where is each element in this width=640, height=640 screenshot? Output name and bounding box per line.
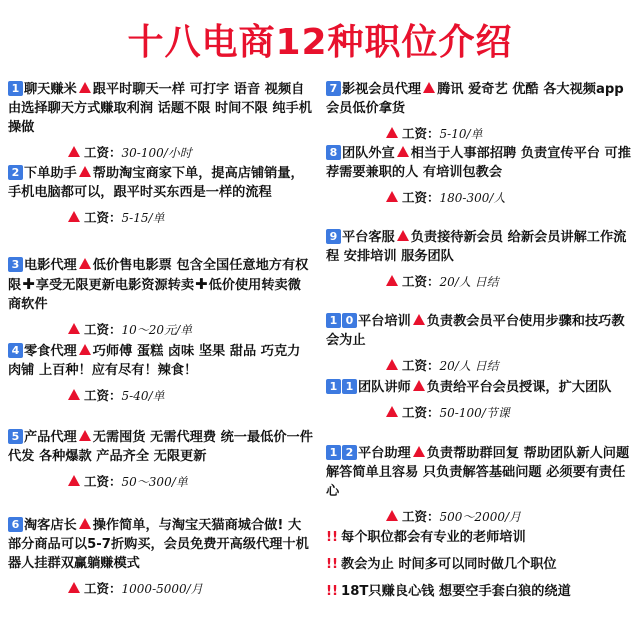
job-detail: 相当于人事部招聘 负责宣传平台 可推荐需要兼职的人 有培训包教会 xyxy=(326,146,631,180)
job-detail: 负责给平台会员授课，扩大团队 xyxy=(426,380,612,395)
number-badge xyxy=(8,344,24,359)
wage-colon: ： xyxy=(427,509,440,524)
red-triangle-icon xyxy=(79,430,91,441)
job-item xyxy=(8,80,313,161)
number-digit: 1 xyxy=(326,313,341,328)
red-triangle-icon xyxy=(68,323,80,334)
job-detail: 负责接待新会员 给新会员讲解工作流程 安排培训 服务团队 xyxy=(326,230,627,264)
wage-value: 30-100/小时 xyxy=(121,146,192,160)
job-description xyxy=(326,312,634,350)
number-badge xyxy=(326,82,342,97)
job-detail: 无需囤货 无需代理费 统一最低价一件代发 各种爆款 产品齐全 无限更新 xyxy=(8,430,313,464)
wage-label: 工资 xyxy=(402,190,428,205)
note-text: 教会为止 时间多可以同时做几个职位 xyxy=(341,557,557,572)
wage-label: 工资 xyxy=(84,474,110,489)
wage-value: 50～300/单 xyxy=(121,475,188,489)
wage-value: 5-40/单 xyxy=(121,389,165,403)
wage-label: 工资 xyxy=(84,322,110,337)
red-triangle-icon xyxy=(397,146,409,157)
number-badge xyxy=(8,430,24,445)
job-item xyxy=(326,444,634,525)
red-triangle-icon xyxy=(397,230,409,241)
wage-line xyxy=(326,272,634,290)
wage-label: 工资 xyxy=(84,388,110,403)
job-name: 淘客店长 xyxy=(24,518,77,533)
job-description xyxy=(326,444,634,501)
red-triangle-icon xyxy=(386,406,398,417)
number-digit: 9 xyxy=(326,229,341,244)
wage-value: 5-15/单 xyxy=(121,211,165,225)
red-triangle-icon xyxy=(386,510,398,521)
number-digit: 6 xyxy=(8,517,23,532)
wage-line xyxy=(326,124,634,142)
red-triangle-icon xyxy=(79,82,91,93)
number-badge xyxy=(326,314,358,329)
job-detail: 操作简单，与淘宝天猫商城合做! 大部分商品可以5-7折购买，会员免费开高级代理十机器人挂群双赢躺赚模式 xyxy=(8,518,309,571)
wage-colon: ： xyxy=(109,322,122,337)
job-item xyxy=(326,312,634,374)
wage-label: 工资 xyxy=(402,358,428,373)
wage-line xyxy=(326,403,634,421)
job-item xyxy=(8,164,313,226)
red-triangle-icon xyxy=(386,359,398,370)
job-detail: 帮助淘宝商家下单，提高店铺销量，手机电脑都可以，跟平时买东西是一样的流程 xyxy=(8,166,304,200)
red-triangle-icon xyxy=(79,258,91,269)
number-badge xyxy=(8,166,24,181)
job-description xyxy=(326,144,634,182)
number-digit: 1 xyxy=(342,379,357,394)
wage-label: 工资 xyxy=(402,126,428,141)
number-digit: 1 xyxy=(326,379,341,394)
wage-value: 500～2000/月 xyxy=(439,510,522,524)
wage-colon: ： xyxy=(109,388,122,403)
wage-value: 180-300/人 xyxy=(439,191,506,205)
number-badge xyxy=(326,446,358,461)
job-name: 零食代理 xyxy=(24,344,77,359)
job-name: 电影代理 xyxy=(24,258,77,273)
wage-line xyxy=(8,386,313,404)
job-description xyxy=(8,428,313,466)
red-triangle-icon xyxy=(68,582,80,593)
wage-colon: ： xyxy=(109,581,122,596)
wage-value: 20/人 日结 xyxy=(439,275,499,289)
job-item xyxy=(326,378,634,421)
number-digit: 8 xyxy=(326,145,341,160)
wage-label: 工资 xyxy=(402,405,428,420)
job-name: 影视会员代理 xyxy=(342,82,422,97)
wage-label: 工资 xyxy=(402,274,428,289)
red-triangle-icon xyxy=(423,82,435,93)
wage-value: 5-10/单 xyxy=(439,127,483,141)
number-badge xyxy=(326,230,342,245)
wage-label: 工资 xyxy=(402,509,428,524)
wage-label: 工资 xyxy=(84,210,110,225)
wage-value: 1000-5000/月 xyxy=(121,582,203,596)
wage-colon: ： xyxy=(427,358,440,373)
job-detail: 享受无限更新电影资源转卖 xyxy=(35,278,195,293)
red-triangle-icon xyxy=(68,475,80,486)
red-triangle-icon xyxy=(68,211,80,222)
job-detail: 腾讯 爱奇艺 优酷 各大视频app会员低价拿货 xyxy=(326,82,624,116)
page-title: 十八电商12种职位介绍 xyxy=(127,22,513,63)
number-badge xyxy=(326,146,342,161)
number-digit: 1 xyxy=(8,81,23,96)
job-item xyxy=(326,228,634,290)
plus-icon: ✚ xyxy=(22,275,35,293)
number-badge xyxy=(8,518,24,533)
red-triangle-icon xyxy=(413,380,425,391)
red-triangle-icon xyxy=(386,191,398,202)
job-description xyxy=(8,516,313,573)
job-name: 平台培训 xyxy=(358,314,411,329)
note-text: 每个职位都会有专业的老师培训 xyxy=(341,530,526,545)
job-item xyxy=(8,342,313,404)
job-item xyxy=(326,144,634,206)
wage-line xyxy=(8,472,313,490)
number-digit: 4 xyxy=(8,343,23,358)
double-exclamation-icon: !! xyxy=(326,557,339,572)
wage-colon: ： xyxy=(427,126,440,141)
job-name: 平台助理 xyxy=(358,446,411,461)
red-triangle-icon xyxy=(79,166,91,177)
plus-icon: ✚ xyxy=(195,275,208,293)
wage-line xyxy=(326,356,634,374)
job-item xyxy=(8,516,313,597)
job-detail: 低价售电影票 包含全国任意地方有权限 xyxy=(8,258,309,293)
number-digit: 1 xyxy=(326,445,341,460)
number-badge xyxy=(8,258,24,273)
red-triangle-icon xyxy=(413,314,425,325)
note-text: 18T只赚良心钱 想要空手套白狼的绕道 xyxy=(341,584,571,599)
number-badge xyxy=(8,82,24,97)
job-description xyxy=(8,256,313,314)
double-exclamation-icon: !! xyxy=(326,530,339,545)
job-name: 产品代理 xyxy=(24,430,77,445)
red-triangle-icon xyxy=(79,518,91,529)
job-description xyxy=(8,342,313,380)
job-description xyxy=(8,80,313,137)
wage-label: 工资 xyxy=(84,145,110,160)
job-item xyxy=(8,428,313,490)
wage-colon: ： xyxy=(109,474,122,489)
note-line xyxy=(326,526,634,545)
wage-value: 10～20元/单 xyxy=(121,323,193,337)
red-triangle-icon xyxy=(386,127,398,138)
number-digit: 7 xyxy=(326,81,341,96)
red-triangle-icon xyxy=(386,275,398,286)
wage-line xyxy=(8,143,313,161)
red-triangle-icon xyxy=(413,446,425,457)
wage-label: 工资 xyxy=(84,581,110,596)
wage-line xyxy=(8,208,313,226)
note-line xyxy=(326,580,634,599)
job-name: 团队外宣 xyxy=(342,146,395,161)
job-description xyxy=(8,164,313,202)
job-name: 下单助手 xyxy=(24,166,77,181)
wage-colon: ： xyxy=(109,145,122,160)
job-detail: 巧师傅 蛋糕 卤味 坚果 甜品 巧克力 肉铺 上百种！应有尽有！辣食！ xyxy=(8,344,301,378)
job-description xyxy=(326,378,634,397)
job-detail: 低价使用转卖微商软件 xyxy=(8,278,301,312)
job-detail: 跟平时聊天一样 可打字 语音 视频自由选择聊天方式赚取利润 话题不限 时间不限 纯手机操做 xyxy=(8,82,312,135)
wage-value: 20/人 日结 xyxy=(439,359,499,373)
red-triangle-icon xyxy=(79,344,91,355)
wage-line xyxy=(8,579,313,597)
job-name: 平台客服 xyxy=(342,230,395,245)
number-digit: 3 xyxy=(8,257,23,272)
wage-value: 50-100/节课 xyxy=(439,406,510,420)
wage-line xyxy=(8,320,313,338)
job-item xyxy=(8,256,313,338)
red-triangle-icon xyxy=(68,146,80,157)
job-detail: 负责帮助群回复 帮助团队新人问题解答简单且容易 只负责解答基础问题 必须要有责任心 xyxy=(326,446,630,499)
job-description xyxy=(326,228,634,266)
job-description xyxy=(326,80,634,118)
wage-colon: ： xyxy=(109,210,122,225)
red-triangle-icon xyxy=(68,389,80,400)
note-line xyxy=(326,553,634,572)
number-digit: 0 xyxy=(342,313,357,328)
job-name: 聊天赚米 xyxy=(24,82,77,97)
number-digit: 2 xyxy=(342,445,357,460)
job-name: 团队讲师 xyxy=(358,380,411,395)
number-digit: 5 xyxy=(8,429,23,444)
number-badge xyxy=(326,380,358,395)
wage-colon: ： xyxy=(427,274,440,289)
double-exclamation-icon: !! xyxy=(326,584,339,599)
wage-line xyxy=(326,507,634,525)
job-detail: 负责教会员平台使用步骤和技巧教会为止 xyxy=(326,314,625,348)
number-digit: 2 xyxy=(8,165,23,180)
wage-colon: ： xyxy=(427,190,440,205)
job-item xyxy=(326,80,634,142)
wage-colon: ： xyxy=(427,405,440,420)
wage-line xyxy=(326,188,634,206)
